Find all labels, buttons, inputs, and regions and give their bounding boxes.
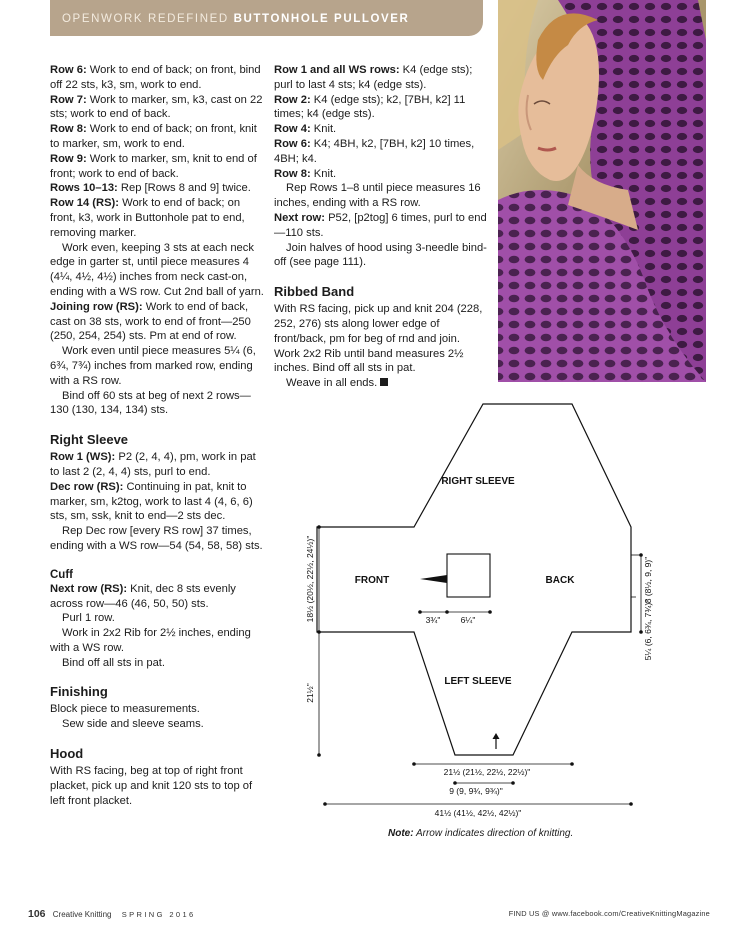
instruction-row: Row 2: K4 (edge sts); k2, [7BH, k2] 11 times; k4 (edge sts). bbox=[274, 93, 466, 121]
instruction-paragraph: With RS facing, pick up and knit 204 (228, 252, 276) sts along lower edge of front/back, pm for beg of rnd and join. Work 2x2 Rib until band measures 2½ inches. Bind off all sts in pat. bbox=[274, 303, 483, 375]
instruction-row: Joining row (RS): Work to end of back, cast on 38 sts, work to end of front—250 (250, 254, 254) sts. Pm at end of row. bbox=[50, 300, 251, 343]
series-label: OPENWORK REDEFINED bbox=[62, 13, 229, 25]
hood-heading: Hood bbox=[50, 746, 84, 762]
page-number: 106 bbox=[28, 908, 46, 920]
middle-text-column bbox=[274, 63, 488, 391]
body-height-label: 18½ (20½, 22½, 24½)" bbox=[305, 535, 315, 623]
hood-instructions bbox=[50, 764, 264, 808]
instruction-paragraph: Block piece to measurements. bbox=[50, 703, 200, 716]
right-sleeve-label: RIGHT SLEEVE bbox=[441, 476, 515, 487]
instruction-paragraph: Join halves of hood using 3-needle bind-off (see page 111). bbox=[274, 241, 487, 269]
cuff-heading: Cuff bbox=[50, 568, 73, 581]
pattern-title: BUTTONHOLE PULLOVER bbox=[233, 13, 410, 25]
instruction-row: Row 8: Knit. bbox=[274, 167, 337, 180]
end-square-icon bbox=[380, 378, 388, 386]
neck-opening bbox=[447, 554, 490, 597]
instruction-paragraph: Purl 1 row. bbox=[62, 612, 115, 625]
social-link: FIND US @ www.facebook.com/CreativeKnittingMagazine bbox=[508, 909, 710, 918]
instruction-paragraph: With RS facing, beg at top of right front placket, pick up and knit 120 sts to top of left front placket. bbox=[50, 765, 253, 807]
front-label: FRONT bbox=[354, 575, 390, 586]
instruction-paragraph: Rep Dec row [every RS row] 37 times, ending with a WS row—54 (54, 58, 58) sts. bbox=[50, 525, 263, 552]
neck-slit bbox=[420, 575, 447, 583]
instruction-row: Row 1 (WS): P2 (2, 4, 4), pm, work in pat to last 2 (2, 4, 4) sts, purl to end. bbox=[50, 451, 256, 478]
back-depth-label: 8 (8½, 9, 9)" bbox=[643, 556, 653, 604]
ribbed-band-heading: Ribbed Band bbox=[274, 284, 355, 300]
instruction-row: Row 1 and all WS rows: K4 (edge sts); purl to last 4 sts; k4 (edge sts). bbox=[274, 64, 473, 91]
instruction-row: Row 8: Work to end of back; on front, knit to marker, sm, work to end. bbox=[50, 123, 257, 150]
instruction-row: Row 14 (RS): Work to end of back; on front, k3, work in Buttonhole pat to end, removing marker. bbox=[50, 197, 245, 239]
instruction-paragraph: Bind off all sts in pat. bbox=[62, 656, 166, 669]
page-header-bar bbox=[50, 0, 483, 36]
page-footer bbox=[28, 908, 710, 922]
back-front-instructions bbox=[50, 63, 264, 418]
instruction-row: Dec row (RS): Continuing in pat, knit to marker, sm, k2tog, work to last 4 (4, 6, 6) sts, sm, ssk, knit to end—2 sts dec. bbox=[50, 480, 253, 523]
instruction-row: Next row (RS): Knit, dec 8 sts evenly across row—46 (46, 50, 50) sts. bbox=[50, 582, 236, 610]
total-width-label: 41½ (41½, 42½, 42½)" bbox=[434, 808, 522, 818]
instruction-row: Rows 10–13: Rep [Rows 8 and 9] twice. bbox=[50, 182, 251, 195]
instruction-paragraph: Rep Rows 1–8 until piece measures 16 inches, ending with a RS row. bbox=[274, 182, 481, 210]
model-photo-illustration bbox=[498, 0, 706, 382]
instruction-row: Row 7: Work to marker, sm, k3, cast on 22 sts; work to end of back. bbox=[50, 93, 263, 121]
back-label: BACK bbox=[545, 575, 575, 586]
instruction-row: Row 6: Work to end of back; on front, bind off 22 sts, k3, sm, work to end. bbox=[50, 64, 261, 91]
finishing-heading: Finishing bbox=[50, 684, 108, 700]
instruction-paragraph: Work even, keeping 3 sts at each neck edge in garter st, until piece measures 4 (4¼, 4½, 4½) inches from neck cast-on, ending with a WS row. Cut 2nd ball of yarn. bbox=[50, 241, 264, 298]
instruction-row: Row 4: Knit. bbox=[274, 123, 337, 136]
instruction-paragraph: Bind off 60 sts at beg of next 2 rows—130 (130, 134, 134) sts. bbox=[50, 389, 251, 417]
front-neck-depth-label: 5¼ (6, 6¾, 7¾)" bbox=[643, 599, 653, 661]
hood-row-instructions bbox=[274, 63, 488, 270]
sleeve-top-width-label: 21½ (21½, 22½, 22½)" bbox=[443, 767, 531, 777]
magazine-name: Creative Knitting bbox=[52, 910, 112, 919]
right-sleeve-instructions bbox=[50, 450, 264, 554]
left-sleeve-label: LEFT SLEEVE bbox=[444, 676, 512, 687]
sleeve-length-label: 21½" bbox=[305, 683, 315, 703]
garment-schematic bbox=[300, 400, 653, 830]
schematic-note: Note: Arrow indicates direction of knitting. bbox=[388, 828, 574, 839]
instruction-paragraph: Work even until piece measures 5¼ (6, 6¾, 7¾) inches from marked row, ending with a RS row. bbox=[50, 345, 256, 387]
instruction-paragraph: Weave in all ends. bbox=[274, 376, 488, 391]
finishing-instructions bbox=[50, 702, 264, 732]
ribbed-band-instructions bbox=[274, 302, 488, 391]
left-text-column bbox=[50, 63, 264, 808]
instruction-row: Row 6: K4; 4BH, k2, [7BH, k2] 10 times, 4BH; k4. bbox=[274, 137, 475, 165]
neck-width-b-label: 6¼" bbox=[460, 615, 476, 625]
instruction-row: Row 9: Work to marker, sm, knit to end of front; work to end of back. bbox=[50, 152, 257, 180]
cuff-width-label: 9 (9, 9¾, 9¾)" bbox=[449, 786, 503, 796]
right-sleeve-heading: Right Sleeve bbox=[50, 432, 129, 448]
neck-width-a-label: 3¾" bbox=[425, 615, 441, 625]
instruction-paragraph: Work in 2x2 Rib for 2½ inches, ending with a WS row. bbox=[50, 627, 251, 654]
cuff-instructions bbox=[50, 582, 264, 671]
issue-season: SPRING 2016 bbox=[121, 910, 196, 919]
instruction-row: Next row: P52, [p2tog] 6 times, purl to end—110 sts. bbox=[274, 211, 487, 239]
model-photo bbox=[498, 0, 706, 382]
instruction-paragraph: Sew side and sleeve seams. bbox=[62, 718, 204, 731]
